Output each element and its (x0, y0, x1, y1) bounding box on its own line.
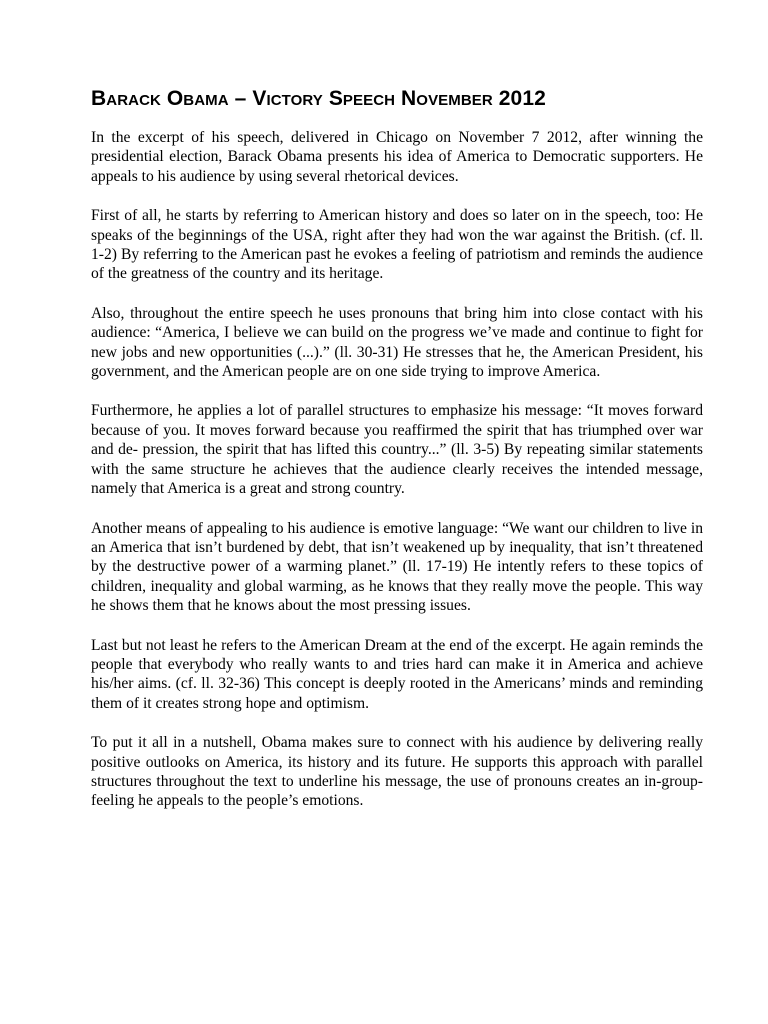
paragraph-conclusion: To put it all in a nutshell, Obama makes sure to connect with his audience by delivering really positive outlooks on America, its history and its future. He supports this approach with parallel structures throughout the text to underline his message, the use of pronouns creates an in-group- feeling he appeals to the people’s emotions. (91, 734, 703, 810)
document-title: Barack Obama – Victory Speech November 2012 (91, 87, 546, 110)
document-page (91, 82, 703, 831)
paragraph-american-dream: Last but not least he refers to the American Dream at the end of the excerpt. He again reminds the people that everybody who really wants to and tries hard can make it in America and achieve his/her aims. (cf. ll. 32-36) This concept is deeply rooted in the Americans’ minds and reminding them of it creates strong hope and optimism. (91, 636, 703, 712)
paragraph-emotive-language: Another means of appealing to his audience is emotive language: “We want our children to live in an America that isn’t burdened by debt, that isn’t weakened up by inequality, that isn’t threatened by the destructive power of a warming planet.” (ll. 17-19) He intently refers to these topics of children, inequality and global warming, as he knows that they really move the people. This way he shows them that he knows about the most pressing issues. (91, 519, 703, 615)
paragraph-parallel-structures: Furthermore, he applies a lot of parallel structures to emphasize his message: “It moves forward because of you. It moves forward because you reaffirmed the spirit that has triumphed over war and de- pression, the spirit that has lifted this country...” (ll. 3-5) By repeating similar statements with the same structure he achieves that the audience clearly receives the intended message, namely that America is a great and strong country. (91, 402, 703, 498)
paragraph-history: First of all, he starts by referring to American history and does so later on in the speech, too: He speaks of the beginnings of the USA, right after they had won the war against the British. (cf. ll. 1-2) By referring to the American past he evokes a feeling of patriotism and reminds the audience of the greatness of the country and its heritage. (91, 207, 703, 283)
paragraph-intro: In the excerpt of his speech, delivered in Chicago on November 7 2012, after winning the presidential election, Barack Obama presents his idea of America to Democratic supporters. He appeals to his audience by using several rhetorical devices. (91, 129, 703, 185)
paragraph-pronouns: Also, throughout the entire speech he uses pronouns that bring him into close contact with his audience: “America, I believe we can build on the progress we’ve made and continue to fight for new jobs and new opportunities (...).” (ll. 30-31) He stresses that he, the American President, his government, and the American people are on one side trying to improve America. (91, 304, 703, 381)
